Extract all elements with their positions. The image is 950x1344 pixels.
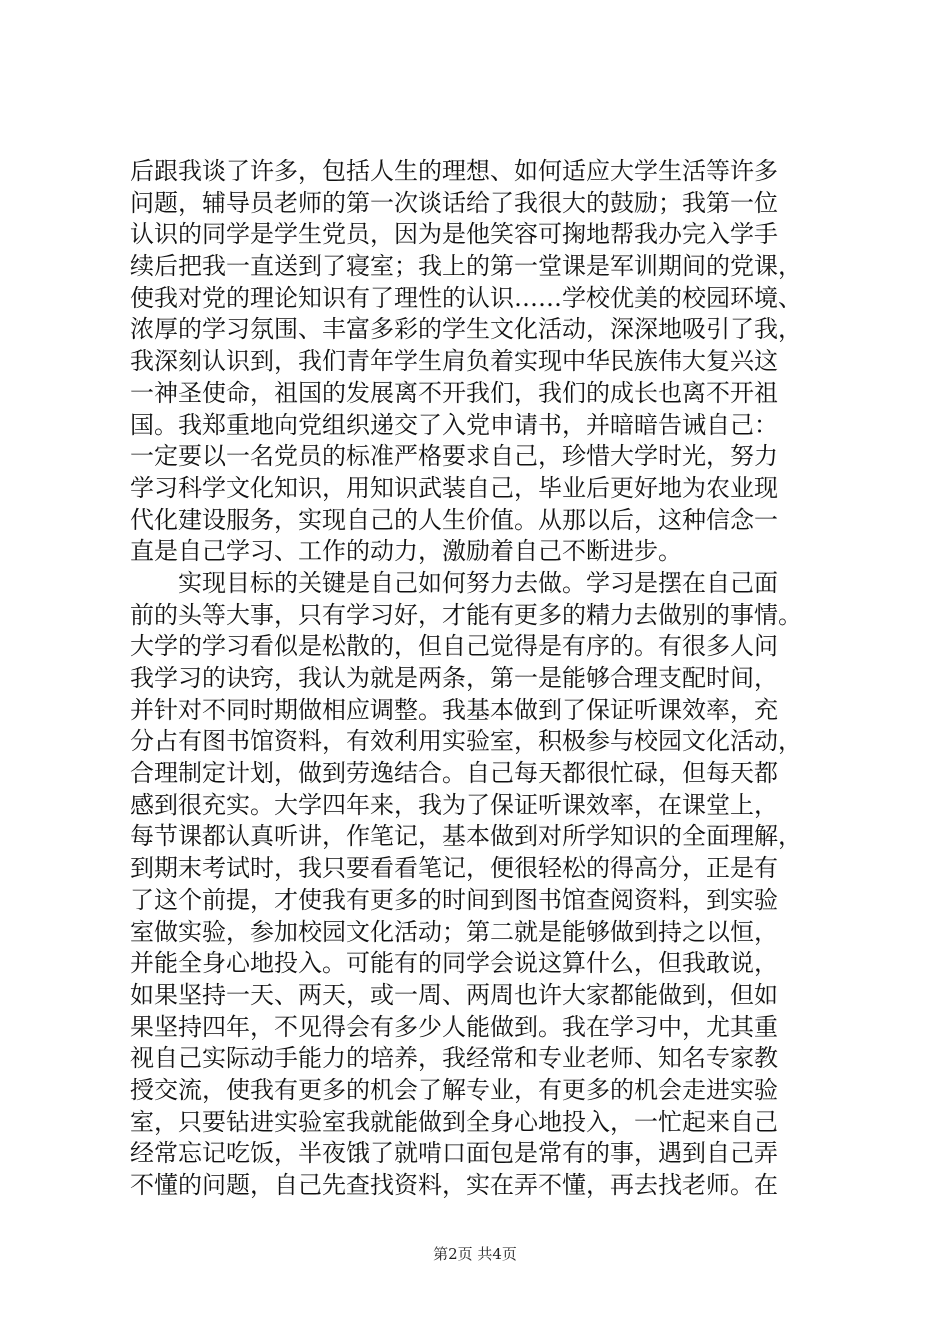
text-line: 果坚持四年，不见得会有多少人能做到。我在学习中，尤其重 bbox=[130, 1012, 778, 1041]
text-line: 不懂的问题，自己先查找资料，实在弄不懂，再去找老师。在 bbox=[130, 1171, 778, 1199]
text-line: 认识的同学是学生党员，因为是他笑容可掬地帮我办完入学手 bbox=[130, 220, 778, 249]
text-line: 国。我郑重地向党组织递交了入党申请书，并暗暗告诫自己： bbox=[130, 410, 778, 439]
text-line: 分占有图书馆资料，有效利用实验室，积极参与校园文化活动， bbox=[130, 727, 802, 756]
text-line: 并针对不同时期做相应调整。我基本做到了保证听课效率，充 bbox=[130, 695, 778, 724]
text-line: 代化建设服务，实现自己的人生价值。从那以后，这种信念一 bbox=[130, 505, 778, 534]
text-line: 学习科学文化知识，用知识武装自己，毕业后更好地为农业现 bbox=[130, 473, 778, 502]
text-line: 合理制定计划，做到劳逸结合。自己每天都很忙碌，但每天都 bbox=[130, 759, 778, 788]
text-line: 后跟我谈了许多，包括人生的理想、如何适应大学生活等许多 bbox=[130, 157, 778, 185]
text-line: 问题，辅导员老师的第一次谈话给了我很大的鼓励；我第一位 bbox=[130, 188, 778, 217]
text-line: 我学习的诀窍，我认为就是两条，第一是能够合理支配时间， bbox=[130, 664, 778, 692]
text-line: 使我对党的理论知识有了理性的认识……学校优美的校园环境、 bbox=[130, 283, 802, 312]
text-line: 一神圣使命，祖国的发展离不开我们，我们的成长也离不开祖 bbox=[130, 378, 778, 407]
text-line: 室做实验，参加校园文化活动；第二就是能够做到持之以恒， bbox=[130, 917, 778, 946]
text-line: 一定要以一名党员的标准严格要求自己，珍惜大学时光，努力 bbox=[130, 442, 778, 471]
text-line: 授交流，使我有更多的机会了解专业，有更多的机会走进实验 bbox=[130, 1075, 778, 1104]
text-line: 大学的学习看似是松散的，但自己觉得是有序的。有很多人问 bbox=[130, 632, 778, 661]
text-line: 浓厚的学习氛围、丰富多彩的学生文化活动，深深地吸引了我， bbox=[130, 315, 802, 344]
text-line: 经常忘记吃饭，半夜饿了就啃口面包是常有的事，遇到自己弄 bbox=[130, 1139, 778, 1168]
text-line: 到期末考试时，我只要看看笔记，便很轻松的得高分，正是有 bbox=[130, 854, 778, 883]
body-text bbox=[130, 156, 830, 1202]
text-line: 室，只要钻进实验室我就能做到全身心地投入，一忙起来自己 bbox=[130, 1107, 778, 1136]
text-line: 如果坚持一天、两天，或一周、两周也许大家都能做到，但如 bbox=[130, 980, 778, 1009]
text-line: 感到很充实。大学四年来，我为了保证听课效率，在课堂上， bbox=[130, 790, 778, 819]
text-line: 实现目标的关键是自己如何努力去做。学习是摆在自己面 bbox=[178, 568, 778, 597]
text-line: 了这个前提，才使我有更多的时间到图书馆查阅资料，到实验 bbox=[130, 885, 778, 914]
text-line: 每节课都认真听讲，作笔记，基本做到对所学知识的全面理解， bbox=[130, 822, 802, 851]
text-line: 前的头等大事，只有学习好，才能有更多的精力去做别的事情。 bbox=[130, 600, 802, 629]
text-line: 直是自己学习、工作的动力，激励着自己不断进步。 bbox=[130, 537, 682, 566]
page-footer: 第2页 共4页 bbox=[433, 1245, 517, 1263]
text-line: 续后把我一直送到了寝室；我上的第一堂课是军训期间的党课， bbox=[130, 252, 802, 281]
text-line: 我深刻认识到，我们青年学生肩负着实现中华民族伟大复兴这 bbox=[130, 347, 778, 376]
text-line: 并能全身心地投入。可能有的同学会说这算什么，但我敢说， bbox=[130, 949, 778, 978]
text-line: 视自己实际动手能力的培养，我经常和专业老师、知名专家教 bbox=[130, 1044, 778, 1073]
